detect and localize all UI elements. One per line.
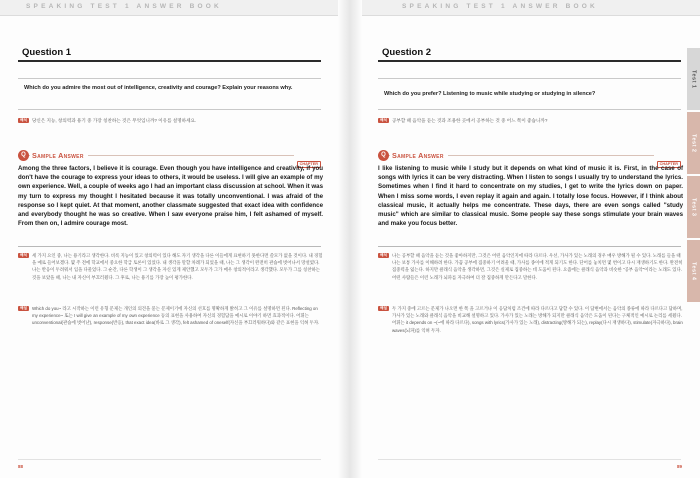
audio-badge-label: CHAPTER (297, 161, 321, 168)
prompt-translation-text: 공부할 때 음악을 듣는 것과 조용한 곳에서 공부하는 것 중 어느 쪽이 좋습니까? (391, 118, 548, 123)
chapter-tab-test-1[interactable] (687, 48, 700, 110)
divider (18, 246, 321, 247)
answer-explanation-text: 두 가지 중에 고르는 문제가 나오면 한 쪽 을 고르거나 이 응답처럼 조건에 따라 다르다고 답할 수 있다. 이 답변에서는 음악의 종류에 따라 다르다고 답하며, 가사가 있는 노래와 클래식 음악을 비교해 설명하고 있다. 가사가 있는 노래는 방해가 되지만 클래식 음악은 도움이 된다는 구체적인 예시로 논리를 세웠다. 어휘는 it depends on ~(~에 따라 다르다), songs with lyrics(가사가 있는 노래), distracting(방해가 되는), replay(다시 재생하다), stimulate(자극하다), brain waves(뇌파)를 익혀 두자. (392, 306, 683, 333)
chapter-tab-test-2[interactable] (687, 112, 700, 174)
chapter-tab-label: Test 3 (690, 197, 697, 217)
answer-icon: Q (378, 150, 389, 161)
question-prompt: Which do you prefer? Listening to music while studying or studying in silence? (384, 91, 596, 97)
footer-rule (378, 459, 681, 460)
explanation-tag: 해설 (380, 306, 387, 310)
sample-answer-label: Sample Answer (30, 151, 88, 160)
chapter-tab-label: Test 4 (690, 261, 697, 281)
question-title: Question 1 (22, 47, 72, 58)
divider (378, 246, 681, 247)
chapter-tab-test-3[interactable] (687, 176, 700, 238)
question-prompt-box (18, 78, 321, 110)
left-page (0, 0, 338, 478)
chapter-tab-test-4[interactable] (687, 240, 700, 302)
header-band (362, 0, 700, 16)
explanation-tag: 해설 (20, 306, 27, 310)
answer-explanation-text: Which do you~ 라고 시작하는 이런 유형 문제는 개인의 의견을 묻는 문제이기에 자신의 선호를 명확하게 밝히고 그 이유를 설명하면 된다. Reflecting on my experience~ 또는 I will give an example of my own experience 등의 표현을 사용하여 자신의 경험담을 예시로 이야기 하면 효과적이다. 어휘는 unconventional(관습에 벗어난), response(반응), that exact idea(바로 그 생각), felt ashamed of oneself(자신을 부끄러워하다)와 같은 표현을 익혀 두자. (32, 306, 320, 326)
sample-answer-text: I like listening to music while I study but it depends on what kind of music it is. First, in the case of songs with lyrics it can be very distracting. When I listen to songs I usually try to understand the lyrics. Sometimes when I find it hard to concentrate on my studies, I get to write the lyrics down on paper. When I miss some words, I even replay it again and again. I totally lose focus. However, if I think about classical music, it actually helps me concentrate. These days, there are even songs called "study music" which are similar to classical music. Some people say these songs stimulate your brain waves and make you focus better. (378, 165, 683, 228)
answer-translation (378, 252, 683, 281)
prompt-translation (18, 117, 321, 125)
audio-badge-label: CHAPTER (657, 161, 681, 168)
page-number: 88 (18, 464, 24, 469)
question-title-bar (378, 44, 681, 62)
answer-translation-text: 나는 공부할 때 음악을 듣는 것을 좋아하지만, 그것은 어떤 음악인지에 따라 다르다. 우선, 가사가 있는 노래의 경우 매우 방해가 될 수 있다. 노래를 들을 때 나는 보통 가사를 이해하려 한다. 가끔 공부에 집중하기 어려울 때, 가사를 종이에 적게 되기도 한다. 단어를 놓치면 몇 번이고 다시 재생하기도 한다. 완전히 집중력을 잃는다. 하지만 클래식 음악을 생각하면, 그것은 실제로 집중하는 데 도움이 된다. 요즘에는 클래식 음악과 비슷한 "공부 음악"이라는 노래도 있다. 어떤 사람들은 이런 노래가 뇌파를 자극하여 더 잘 집중하게 만든다고 말한다. (392, 253, 683, 280)
sample-answer-label: Sample Answer (390, 151, 448, 160)
chapter-tabs (687, 48, 700, 304)
translation-tag: 해석 (380, 118, 387, 122)
footer-rule (18, 459, 321, 460)
sample-answer-header (18, 150, 321, 166)
answer-translation-text: 세 가지 요인 중, 나는 용기라고 생각한다. 비록 지능이 있고 창의력이 있다 해도 자기 생각을 다른 이들에게 표현하기 못한다면 쓸모가 없을 것이다. 내 경험을 예로 들어보겠다. 몇 주 전에 학교에서 중요한 학급 토론이 있었다. 내 생각을 말할 차례가 되었을 때, 나는 그 생각이 완전히 관습에 벗어나서 망설였다. 나는 반응이 두려워서 입을 다물었다. 그 순간, 다른 학생이 그 생각을 자신 있게 제안했고 모두가 그가 매우 창의적이라고 생각했다. 모두가 그를 칭찬하는 것을 보았을 때, 나는 내 자신이 부끄러웠다. 그 후로, 나는 용기를 가장 높이 평가한다. (32, 253, 323, 280)
translation-tag: 해석 (20, 253, 27, 257)
answer-explanation (378, 305, 683, 334)
question-title-bar (18, 44, 321, 62)
right-page (362, 0, 700, 478)
running-header: SPEAKING TEST 1 ANSWER BOOK (402, 3, 598, 10)
answer-explanation (18, 305, 323, 327)
answer-icon: Q (18, 150, 29, 161)
question-prompt: Which do you admire the most out of intelligence, creativity and courage? Explain your reasons why. (24, 85, 293, 91)
prompt-translation (378, 117, 681, 125)
header-band (0, 0, 338, 16)
page-number: 89 (676, 464, 682, 469)
sample-answer-text: Among the three factors, I believe it is courage. Even though you have intelligence and creativity, if you don't have the courage to express your ideas to others, it would be useless. I will give an example of my own experience. Well, a couple of weeks ago I had an important class discussion at school. When it was my turn to express my thought I hesitated because it was totally unconventional. I was afraid of the response so I kept quiet. At that moment, another classmate suggested that exact idea with confidence and everybody thought he was so creative. When I saw everyone praise him, I felt ashamed of myself. From then on, I admire courage most. (18, 165, 323, 228)
question-title: Question 2 (382, 47, 432, 58)
question-prompt-box (378, 78, 681, 110)
answer-translation (18, 252, 323, 281)
translation-tag: 해석 (20, 118, 27, 122)
chapter-tab-label: Test 2 (690, 133, 697, 153)
sample-answer-header (378, 150, 681, 166)
prompt-translation-text: 당신은 지능, 창의력과 용기 중 가장 칭찬하는 것은 무엇입니까? 이유를 설명하세요. (31, 118, 197, 123)
translation-tag: 해석 (380, 253, 387, 257)
running-header: SPEAKING TEST 1 ANSWER BOOK (26, 3, 222, 10)
book-gutter (338, 0, 362, 478)
chapter-tab-label: Test 1 (690, 69, 697, 89)
